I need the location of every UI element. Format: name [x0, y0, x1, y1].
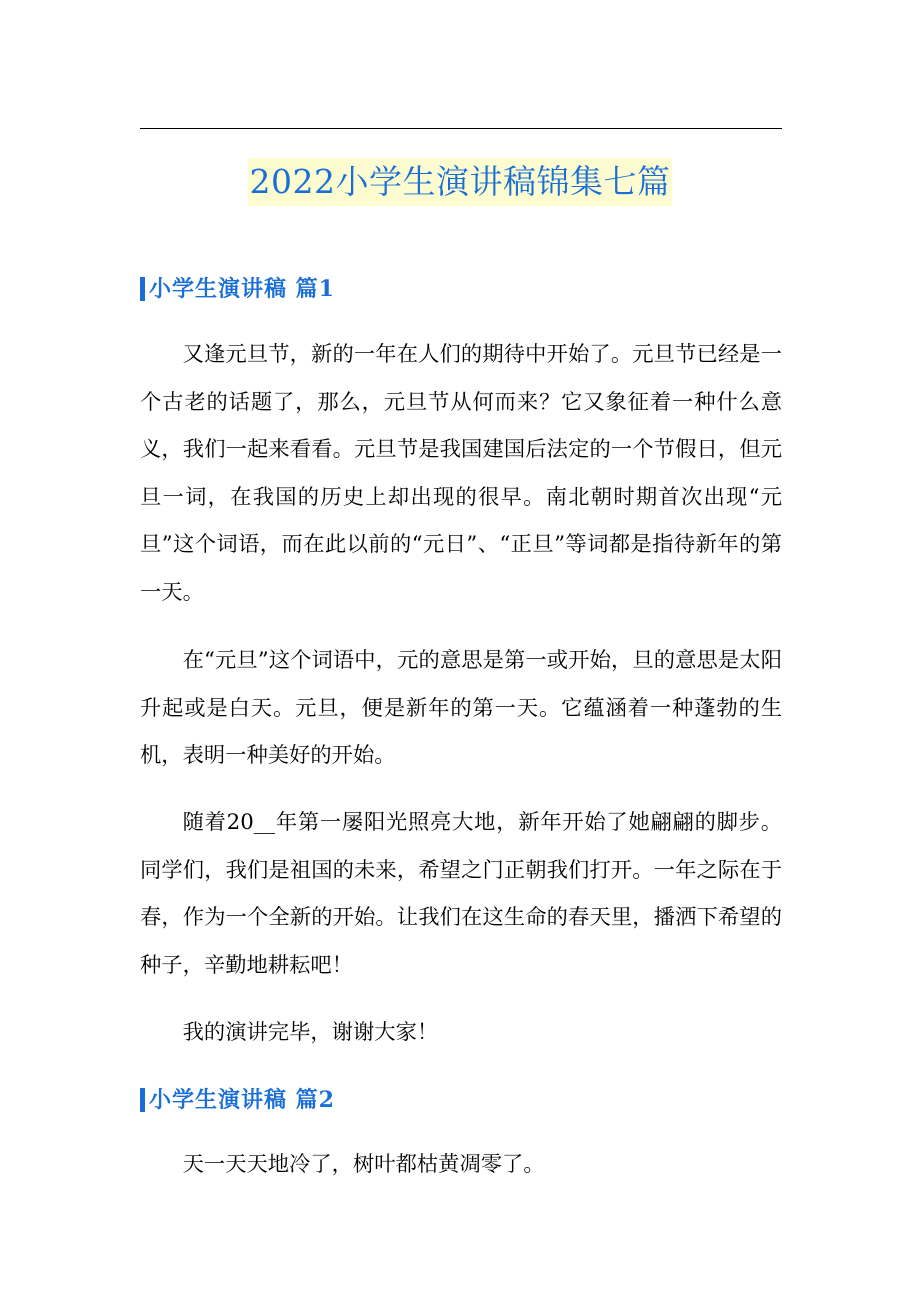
- paragraph: 在“元旦”这个词语中，元的意思是第一或开始，旦的意思是太阳升起或是白天。元旦，便是新年的第一天。它蕴涵着一种蓬勃的生机，表明一种美好的开始。: [140, 648, 782, 768]
- paragraph: 随着20__年第一屡阳光照亮大地，新年开始了她翩翩的脚步。同学们，我们是祖国的未来，希望之门正朝我们打开。一年之际在于春，作为一个全新的开始。让我们在这生命的春天里，播洒下希望的种子，辛勤地耕耘吧！: [140, 810, 782, 978]
- title-container: [0, 158, 920, 206]
- section-heading-2: [140, 1083, 335, 1117]
- section-heading-text: 小学生演讲稿 篇1: [149, 276, 335, 302]
- paragraph: 天一天天地冷了，树叶都枯黄凋零了。: [182, 1152, 545, 1177]
- document-title: 2022小学生演讲稿锦集七篇: [248, 158, 673, 206]
- paragraph: 又逢元旦节，新的一年在人们的期待中开始了。元旦节已经是一个古老的话题了，那么，元旦节从何而来？它又象征着一种什么意义，我们一起来看看。元旦节是我国建国后法定的一个节假日，但元旦一词，在我国的历史上却出现的很早。南北朝时期首次出现“元旦”这个词语，而在此以前的“元日”、“正旦”等词都是指待新年的第一天。: [140, 342, 782, 605]
- paragraph: 我的演讲完毕，谢谢大家！: [182, 1020, 439, 1045]
- section-heading-1: [140, 272, 335, 306]
- section-heading-text: 小学生演讲稿 篇2: [149, 1087, 335, 1113]
- heading-marker-bar: [140, 277, 145, 301]
- top-divider: [140, 128, 782, 129]
- heading-marker-bar: [140, 1088, 145, 1112]
